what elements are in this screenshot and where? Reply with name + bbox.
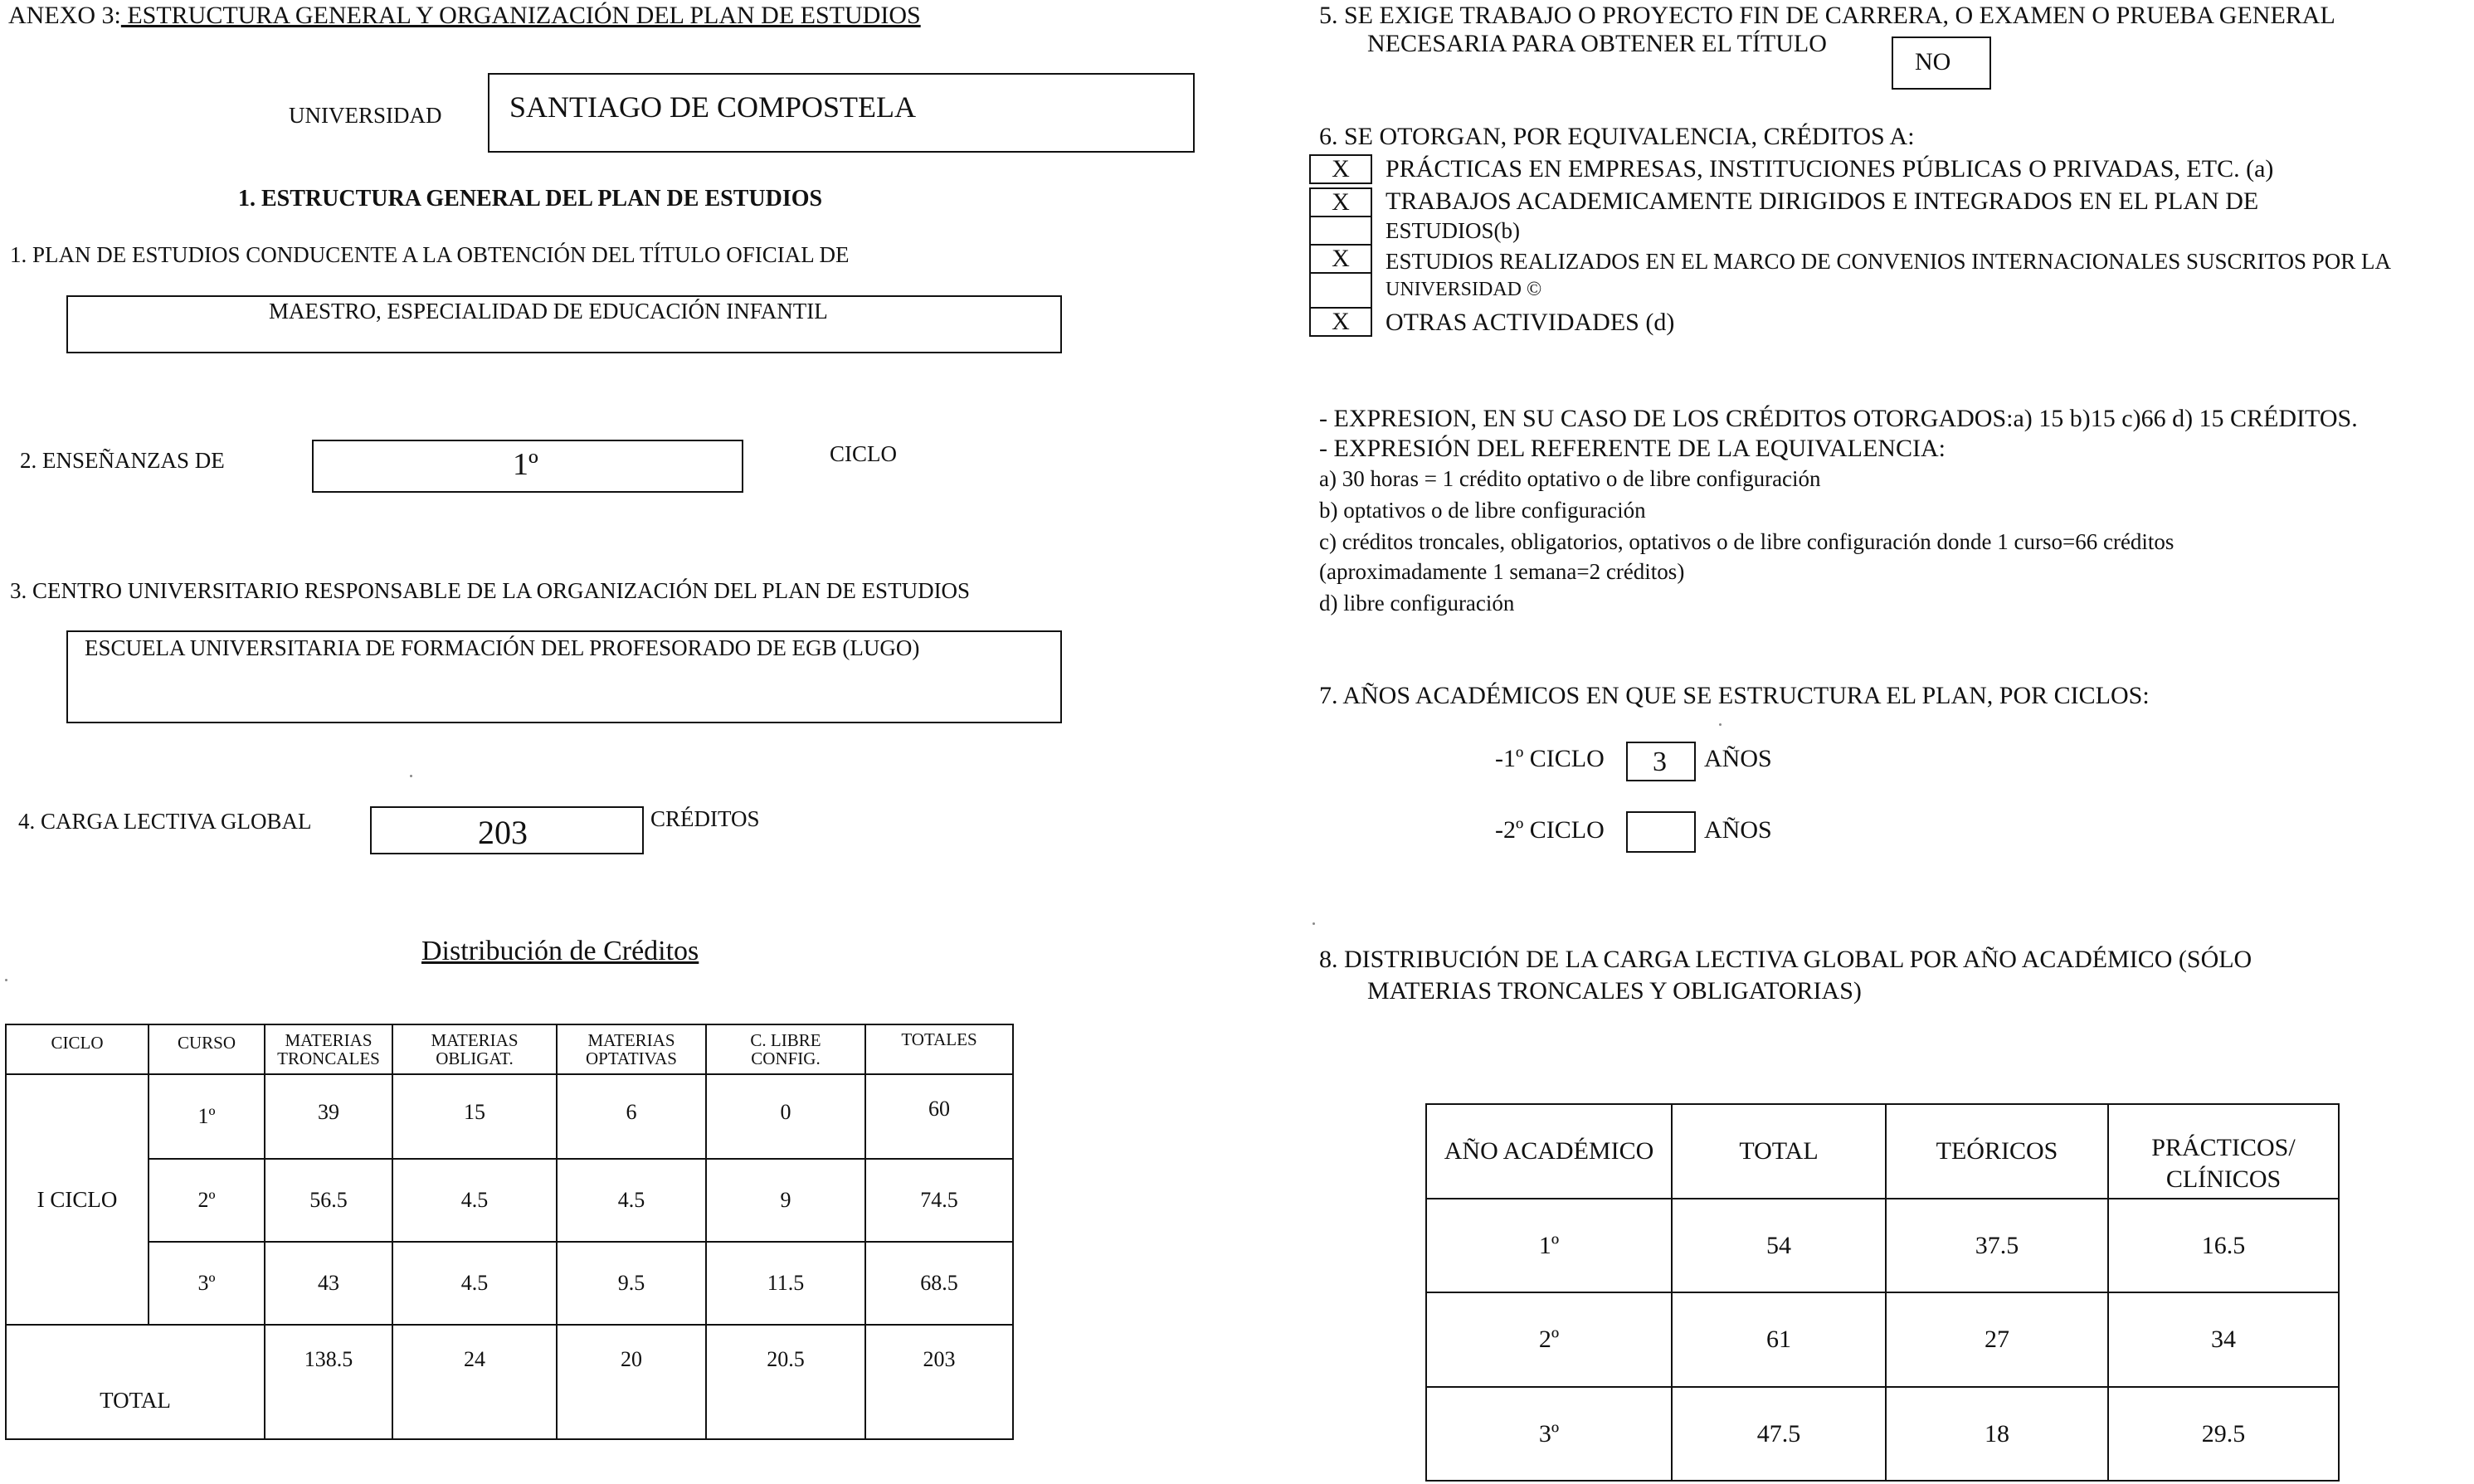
expression-c2: (aproximadamente 1 semana=2 créditos): [1319, 559, 1685, 584]
item4-value: 203: [478, 814, 528, 851]
item5-value: NO: [1915, 48, 1951, 75]
optativas-cell: 6: [557, 1074, 706, 1159]
distribution-title: Distribución de Créditos: [421, 936, 699, 966]
item3-box: [66, 630, 1062, 723]
curso-cell: 1º: [149, 1074, 265, 1159]
table-row: [1426, 1199, 2339, 1292]
item5-line2: NECESARIA PARA OBTENER EL TÍTULO: [1367, 30, 1827, 57]
option-b-checkbox[interactable]: X: [1309, 187, 1372, 217]
obligat-cell: 15: [392, 1074, 557, 1159]
item3-value: ESCUELA UNIVERSITARIA DE FORMACIÓN DEL PROFESORADO DE EGB (LUGO): [85, 635, 920, 660]
option-c-text2: UNIVERSIDAD ©: [1386, 279, 1542, 300]
option-d-checkbox[interactable]: X: [1309, 307, 1372, 337]
header-obligat: MATERIAS OBLIGAT.: [392, 1024, 557, 1074]
totales-cell: 60: [865, 1074, 1013, 1159]
universidad-box: [488, 73, 1195, 153]
header-curso: CURSO: [149, 1024, 265, 1074]
year-cell: 1º: [1426, 1199, 1672, 1292]
item4-box: [370, 806, 644, 854]
annual-load-table: [1425, 1103, 2340, 1482]
scan-speck: [1719, 723, 1722, 726]
expression-line2: - EXPRESIÓN DEL REFERENTE DE LA EQUIVALENCIA:: [1319, 435, 1946, 462]
table-row: [6, 1242, 1013, 1325]
item8-line2: MATERIAS TRONCALES Y OBLIGATORIAS): [1367, 977, 1862, 1005]
libre-cell: 9: [706, 1159, 865, 1242]
practicos-cell: 34: [2108, 1292, 2339, 1387]
annex-prefix: ANEXO 3:: [8, 2, 121, 29]
obligat-cell: 4.5: [392, 1159, 557, 1242]
table-row: [6, 1074, 1013, 1159]
libre-cell: 11.5: [706, 1242, 865, 1325]
expression-b: b) optativos o de libre configuración: [1319, 498, 1646, 523]
header-ano-academico: AÑO ACADÉMICO: [1426, 1104, 1672, 1199]
expression-line1: - EXPRESION, EN SU CASO DE LOS CRÉDITOS OTORGADOS:a) 15 b)15 c)66 d) 15 CRÉDITOS.: [1319, 405, 2358, 432]
total-libre: 20.5: [706, 1325, 865, 1439]
distribution-header-row: [6, 1024, 1013, 1074]
item7-c1-suffix: AÑOS: [1704, 745, 1772, 772]
scan-speck: [1312, 922, 1315, 925]
practicos-cell: 16.5: [2108, 1199, 2339, 1292]
item4-label: 4. CARGA LECTIVA GLOBAL: [18, 809, 312, 834]
total-totales: 203: [865, 1325, 1013, 1439]
item2-value: 1º: [513, 447, 538, 482]
item7-c2-suffix: AÑOS: [1704, 816, 1772, 844]
item2-suffix: CICLO: [830, 441, 897, 466]
obligat-cell: 4.5: [392, 1242, 557, 1325]
year-cell: 3º: [1426, 1387, 1672, 1481]
annex-title-text: ESTRUCTURA GENERAL Y ORGANIZACIÓN DEL PLAN DE ESTUDIOS: [120, 2, 921, 29]
teoricos-cell: 27: [1886, 1292, 2108, 1387]
table-row: [1426, 1387, 2339, 1481]
item5-line1: 5. SE EXIGE TRABAJO O PROYECTO FIN DE CARRERA, O EXAMEN O PRUEBA GENERAL: [1319, 2, 2335, 29]
total-label: TOTAL: [6, 1325, 265, 1439]
item7-c2-box: [1626, 811, 1696, 853]
total-row: [6, 1325, 1013, 1439]
header-total: TOTAL: [1672, 1104, 1886, 1199]
total-cell: 61: [1672, 1292, 1886, 1387]
option-d-text: OTRAS ACTIVIDADES (d): [1386, 309, 1675, 336]
option-c-checkbox[interactable]: X: [1309, 244, 1372, 274]
item7-c2-label: -2º CICLO: [1495, 816, 1605, 844]
total-cell: 47.5: [1672, 1387, 1886, 1481]
header-teoricos: TEÓRICOS: [1886, 1104, 2108, 1199]
practicos-cell: 29.5: [2108, 1387, 2339, 1481]
teoricos-cell: 37.5: [1886, 1199, 2108, 1292]
expression-a: a) 30 horas = 1 crédito optativo o de libre configuración: [1319, 466, 1821, 491]
header-practicos: PRÁCTICOS/ CLÍNICOS: [2108, 1104, 2339, 1199]
item7-label: 7. AÑOS ACADÉMICOS EN QUE SE ESTRUCTURA EL PLAN, POR CICLOS:: [1319, 682, 2150, 709]
curso-cell: 2º: [149, 1159, 265, 1242]
option-b-text: TRABAJOS ACADEMICAMENTE DIRIGIDOS E INTEGRADOS EN EL PLAN DE: [1386, 187, 2259, 215]
option-c-text: ESTUDIOS REALIZADOS EN EL MARCO DE CONVENIOS INTERNACIONALES SUSCRITOS POR LA: [1386, 249, 2392, 274]
item7-c1-box: [1626, 742, 1696, 781]
expression-c1: c) créditos troncales, obligatorios, optativos o de libre configuración donde 1 curso=66 créditos: [1319, 529, 2174, 554]
header-totales: TOTALES: [865, 1024, 1013, 1074]
header-ciclo: CICLO: [6, 1024, 149, 1074]
troncales-cell: 56.5: [265, 1159, 392, 1242]
option-c-box-ext: [1309, 274, 1372, 307]
item3-label: 3. CENTRO UNIVERSITARIO RESPONSABLE DE LA ORGANIZACIÓN DEL PLAN DE ESTUDIOS: [10, 578, 971, 603]
scan-speck: [410, 775, 412, 777]
option-b-box-ext: [1309, 217, 1372, 244]
teoricos-cell: 18: [1886, 1387, 2108, 1481]
annual-header-row: [1426, 1104, 2339, 1199]
optativas-cell: 9.5: [557, 1242, 706, 1325]
option-a-text: PRÁCTICAS EN EMPRESAS, INSTITUCIONES PÚBLICAS O PRIVADAS, ETC. (a): [1386, 155, 2274, 182]
item2-box: [312, 440, 743, 493]
distribution-table: [5, 1024, 1014, 1440]
item8-line1: 8. DISTRIBUCIÓN DE LA CARGA LECTIVA GLOBAL POR AÑO ACADÉMICO (SÓLO: [1319, 946, 2252, 973]
item1-label: 1. PLAN DE ESTUDIOS CONDUCENTE A LA OBTENCIÓN DEL TÍTULO OFICIAL DE: [10, 242, 850, 267]
item5-box: [1892, 36, 1991, 90]
item7-c1-label: -1º CICLO: [1495, 745, 1605, 772]
header-optativas: MATERIAS OPTATIVAS: [557, 1024, 706, 1074]
header-troncales: MATERIAS TRONCALES: [265, 1024, 392, 1074]
table-row: [6, 1159, 1013, 1242]
optativas-cell: 4.5: [557, 1159, 706, 1242]
total-troncales: 138.5: [265, 1325, 392, 1439]
annex-title: [8, 2, 921, 30]
totales-cell: 74.5: [865, 1159, 1013, 1242]
universidad-label: UNIVERSIDAD: [289, 103, 442, 128]
item2-label: 2. ENSEÑANZAS DE: [20, 448, 225, 473]
expression-d: d) libre configuración: [1319, 591, 1515, 615]
item7-c1-value: 3: [1653, 747, 1667, 777]
item4-suffix: CRÉDITOS: [650, 806, 760, 831]
curso-cell: 3º: [149, 1242, 265, 1325]
option-b-text2: ESTUDIOS(b): [1386, 218, 1520, 243]
section1-heading: 1. ESTRUCTURA GENERAL DEL PLAN DE ESTUDIOS: [238, 186, 823, 212]
table-row: [1426, 1292, 2339, 1387]
total-cell: 54: [1672, 1199, 1886, 1292]
option-a-checkbox[interactable]: X: [1309, 154, 1372, 184]
year-cell: 2º: [1426, 1292, 1672, 1387]
item6-label: 6. SE OTORGAN, POR EQUIVALENCIA, CRÉDITOS A:: [1319, 123, 1915, 150]
header-libre: C. LIBRE CONFIG.: [706, 1024, 865, 1074]
item1-value: MAESTRO, ESPECIALIDAD DE EDUCACIÓN INFANTIL: [269, 299, 828, 324]
total-optativas: 20: [557, 1325, 706, 1439]
libre-cell: 0: [706, 1074, 865, 1159]
scan-speck: [5, 979, 7, 981]
troncales-cell: 39: [265, 1074, 392, 1159]
totales-cell: 68.5: [865, 1242, 1013, 1325]
universidad-value: SANTIAGO DE COMPOSTELA: [509, 90, 917, 124]
ciclo-cell: I CICLO: [6, 1074, 149, 1325]
total-obligat: 24: [392, 1325, 557, 1439]
item1-box: [66, 295, 1062, 353]
troncales-cell: 43: [265, 1242, 392, 1325]
